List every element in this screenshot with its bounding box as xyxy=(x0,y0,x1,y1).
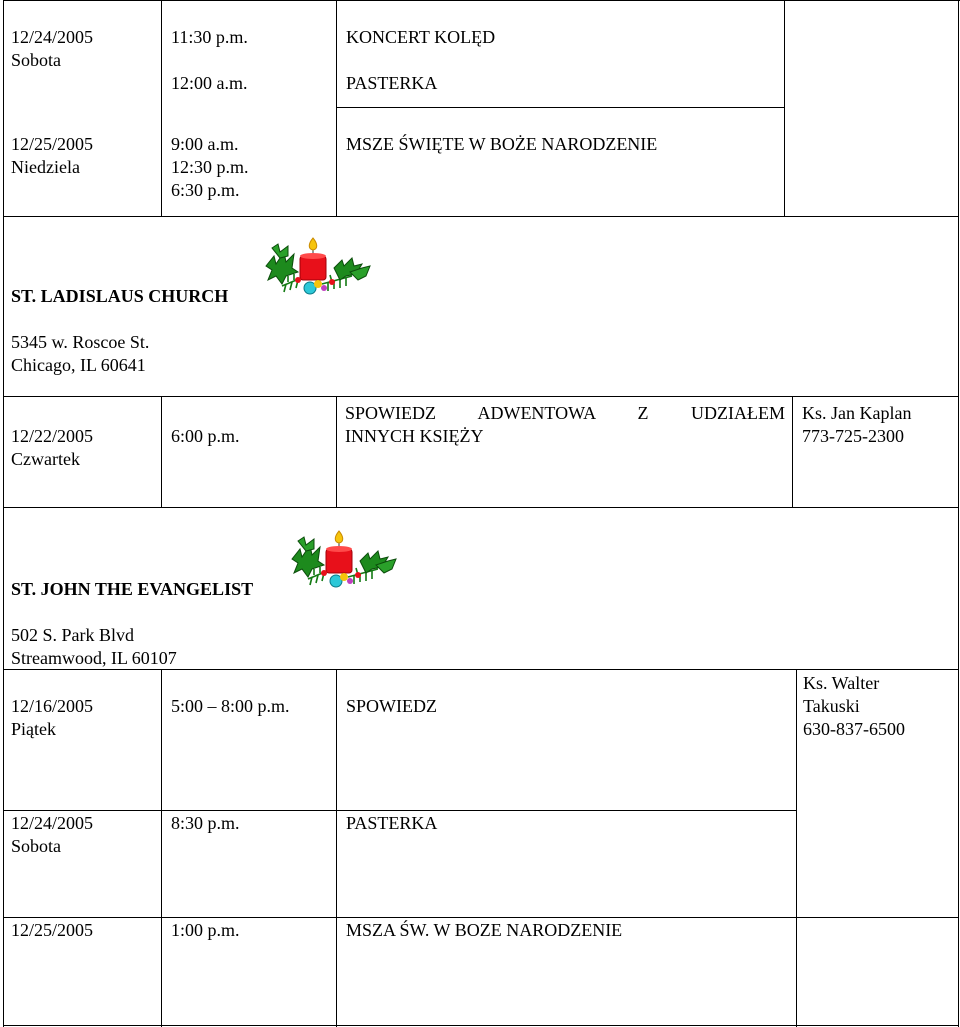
candle-holly-icon xyxy=(262,236,374,300)
column-divider xyxy=(161,0,162,216)
candle-holly-icon xyxy=(288,529,400,593)
contact-cell: Ks. Jan Kaplan 773-725-2300 xyxy=(802,403,912,446)
row-divider xyxy=(3,810,796,811)
contact-cell: Ks. Walter Takuski 630-837-6500 xyxy=(803,673,905,739)
table-border xyxy=(958,0,959,1027)
time-cell: 5:00 – 8:00 p.m. xyxy=(171,696,290,716)
date-cell: 12/24/2005 Sobota xyxy=(11,27,94,70)
date-cell: 12/16/2005 Piątek xyxy=(11,696,94,739)
time-cell: 8:30 p.m. xyxy=(171,813,240,833)
date-cell: 12/24/2005 Sobota xyxy=(11,813,94,856)
event-cell: MSZA ŚW. W BOZE NARODZENIE xyxy=(346,920,623,940)
church-name: ST. JOHN THE EVANGELIST xyxy=(11,579,254,599)
column-divider xyxy=(784,0,785,216)
date-cell: 12/22/2005 Czwartek xyxy=(11,426,94,469)
column-divider xyxy=(336,669,337,1027)
event-cell: SPOWIEDZ ADWENTOWA Z UDZIAŁEM INNYCH KSIĘŻY xyxy=(345,403,785,446)
event-cell: KONCERT KOLĘD xyxy=(346,27,496,47)
column-divider xyxy=(792,396,793,507)
date-cell: 12/25/2005 Niedziela xyxy=(11,134,94,177)
event-cell: PASTERKA xyxy=(346,813,438,833)
row-divider xyxy=(3,507,959,508)
time-cell: 6:00 p.m. xyxy=(171,426,240,446)
row-divider xyxy=(3,917,959,918)
church-address: 502 S. Park Blvd Streamwood, IL 60107 xyxy=(11,625,177,668)
church-address: 5345 w. Roscoe St. Chicago, IL 60641 xyxy=(11,332,150,375)
row-divider xyxy=(3,396,959,397)
table-border xyxy=(3,1025,959,1026)
time-cell: 1:00 p.m. xyxy=(171,920,240,940)
table-border xyxy=(3,0,4,1027)
row-divider xyxy=(336,107,784,108)
column-divider xyxy=(796,669,797,1027)
time-cell: 11:30 p.m. xyxy=(171,27,248,47)
time-cell: 9:00 a.m. 12:30 p.m. 6:30 p.m. xyxy=(171,134,249,200)
event-cell: SPOWIEDZ xyxy=(346,696,437,716)
date-cell: 12/25/2005 xyxy=(11,920,94,940)
column-divider xyxy=(336,0,337,216)
event-cell: MSZE ŚWIĘTE W BOŻE NARODZENIE xyxy=(346,134,658,154)
table-border xyxy=(3,0,960,1)
column-divider xyxy=(336,396,337,507)
event-cell: PASTERKA xyxy=(346,73,438,93)
time-cell: 12:00 a.m. xyxy=(171,73,248,93)
row-divider xyxy=(3,216,959,217)
column-divider xyxy=(161,396,162,507)
church-name: ST. LADISLAUS CHURCH xyxy=(11,286,229,306)
column-divider xyxy=(161,669,162,1027)
